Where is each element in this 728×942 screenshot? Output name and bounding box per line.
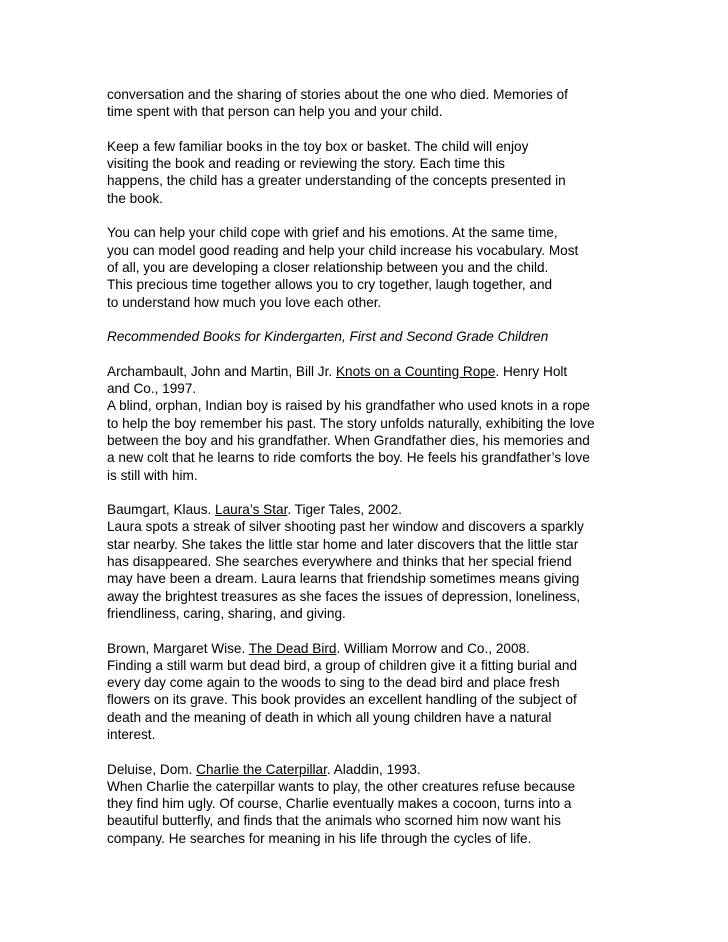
citation-line [107,363,627,380]
description-line: death and the meaning of death in which all young children have a natural [107,709,552,725]
text-line: the book. [107,190,163,206]
text-line: happens, the child has a greater understanding of the concepts presented in [107,173,566,189]
book-title: Laura’s Star [215,502,288,518]
book-title: Charlie the Caterpillar [196,761,327,777]
text-line: to understand how much you love each other. [107,294,382,310]
text-line: of all, you are developing a closer relationship between you and the child. [107,259,549,275]
text-line: time spent with that person can help you and your child. [107,104,443,120]
description-line: company. He searches for meaning in his life through the cycles of life. [107,830,532,846]
text-line: you can model good reading and help your child increase his vocabulary. Most [107,242,579,258]
citation-line [107,640,627,657]
description-line: star nearby. She takes the little star home and later discovers that the little star [107,536,579,552]
description-line: beautiful butterfly, and finds that the animals who scorned him now want his [107,813,561,829]
description-line: Laura spots a streak of silver shooting past her window and discovers a sparkly [107,519,584,535]
text-line: This precious time together allows you to cry together, laugh together, and [107,277,553,293]
document-page [107,86,627,864]
description-line: to help the boy remember his past. The story unfolds naturally, exhibiting the love [107,415,595,431]
intro-paragraph-3 [107,224,627,310]
description-line: When Charlie the caterpillar wants to play, the other creatures refuse because [107,778,576,794]
book-publisher: . Aladdin, 1993. [326,761,421,777]
book-entry-1 [107,363,627,484]
citation-line-continued: and Co., 1997. [107,381,197,397]
citation-line [107,501,627,518]
book-entry-3 [107,640,627,744]
section-heading: Recommended Books for Kindergarten, First and Second Grade Children [107,329,549,345]
book-entry-2 [107,501,627,622]
intro-paragraph-2 [107,138,627,207]
description-line: away the brightest treasures as she faces the issues of depression, loneliness, [107,588,581,604]
citation-line [107,761,627,778]
description-line: every day come again to the woods to sing to the dead bird and place fresh [107,675,560,691]
description-line: has disappeared. She searches everywhere and thinks that her special friend [107,554,572,570]
book-title: The Dead Bird [248,640,337,656]
description-line: friendliness, caring, sharing, and giving. [107,605,346,621]
text-line: conversation and the sharing of stories about the one who died. Memories of [107,87,568,102]
book-title: Knots on a Counting Rope [335,363,496,379]
text-line: You can help your child cope with grief and his emotions. At the same time, [107,225,558,241]
book-author: Brown, Margaret Wise. [107,640,249,656]
description-line: flowers on its grave. This book provides an excellent handling of the subject of [107,692,577,708]
description-line: they find him ugly. Of course, Charlie eventually makes a cocoon, turns into a [107,796,572,812]
description-line: is still with him. [107,467,198,483]
description-line: may have been a dream. Laura learns that friendship sometimes means giving [107,571,580,587]
book-author: Deluise, Dom. [107,761,197,777]
text-line: visiting the book and reading or reviewing the story. Each time this [107,156,505,172]
description-line: A blind, orphan, Indian boy is raised by his grandfather who used knots in a rope [107,398,590,414]
book-author: Baumgart, Klaus. [107,502,216,518]
description-line: Finding a still warm but dead bird, a group of children give it a fitting burial and [107,657,577,673]
text-line: Keep a few familiar books in the toy box or basket. The child will enjoy [107,138,529,154]
book-publisher: . Henry Holt [495,363,568,379]
description-line: interest. [107,726,156,742]
book-author: Archambault, John and Martin, Bill Jr. [107,363,336,379]
description-line: between the boy and his grandfather. When Grandfather dies, his memories and [107,432,590,448]
description-line: a new colt that he learns to ride comforts the boy. He feels his grandfather’s love [107,450,590,466]
book-entry-4 [107,761,627,847]
intro-paragraph-1 [107,86,627,121]
book-publisher: . William Morrow and Co., 2008. [336,640,530,656]
book-publisher: . Tiger Tales, 2002. [287,502,402,518]
